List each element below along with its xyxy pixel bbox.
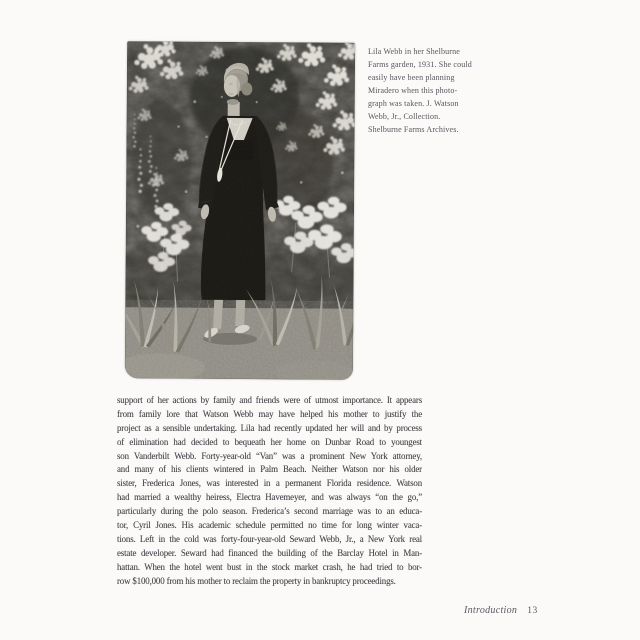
caption-line: Webb, Jr., Collection. <box>368 112 441 121</box>
caption-line: graph was taken. J. Watson <box>368 99 459 108</box>
caption-line: Miradero when this photo- <box>368 86 458 95</box>
footer-page-number: 13 <box>527 606 538 616</box>
body-text-line: hattan. When the hotel went bust in the stock market crash, he had tried to bor- <box>117 561 422 572</box>
body-text-line: sister, Frederica Jones, was interested in a permanent Florida residence. Watson <box>117 478 422 489</box>
body-text-line: tor, Cyril Jones. His academic schedule permitted no time for long winter vaca- <box>117 520 422 531</box>
body-text-line: project as a sensible undertaking. Lila had recently updated her will and by process <box>117 422 422 433</box>
body-text-line: from family lore that Watson Webb may have helped his mother to justify the <box>117 408 422 419</box>
body-text-line: and many of his clients wintered in Palm Beach. Neither Watson nor his older <box>117 464 422 475</box>
body-text-line: had married a wealthy heiress, Electra Havemeyer, and was always “on the go,” <box>117 492 422 503</box>
caption-line: Lila Webb in her Shelburne <box>368 47 460 56</box>
photo-caption <box>368 45 484 136</box>
body-text-line: son Vanderbilt Webb. Forty-year-old “Van” was a prominent New York attorney, <box>117 450 422 461</box>
body-text-line: particularly during the polo season. Frederica’s second marriage was to an educa- <box>117 506 422 517</box>
body-text-line: tions. Left in the cold was forty-four-year-old Seward Webb, Jr., a New York real <box>117 533 422 544</box>
body-text-line: of elimination had decided to bequeath her home on Dunbar Road to youngest <box>117 436 422 447</box>
garden-photo-illustration <box>125 41 355 380</box>
body-text-line: estate developer. Seward had financed the building of the Barclay Hotel in Man- <box>117 547 422 558</box>
garden-portrait-photo <box>125 41 355 380</box>
body-paragraph <box>117 394 422 591</box>
caption-line: Farms garden, 1931. She could <box>368 60 472 69</box>
page-footer <box>464 605 538 616</box>
caption-line: easily have been planning <box>368 73 455 82</box>
caption-line: Shelburne Farms Archives. <box>368 125 459 134</box>
footer-section-label: Introduction <box>464 605 518 616</box>
body-text-line: row $100,000 from his mother to reclaim the property in bankruptcy proceedings. <box>117 575 396 586</box>
body-text-line: support of her actions by family and friends were of utmost importance. It appears <box>117 395 422 405</box>
